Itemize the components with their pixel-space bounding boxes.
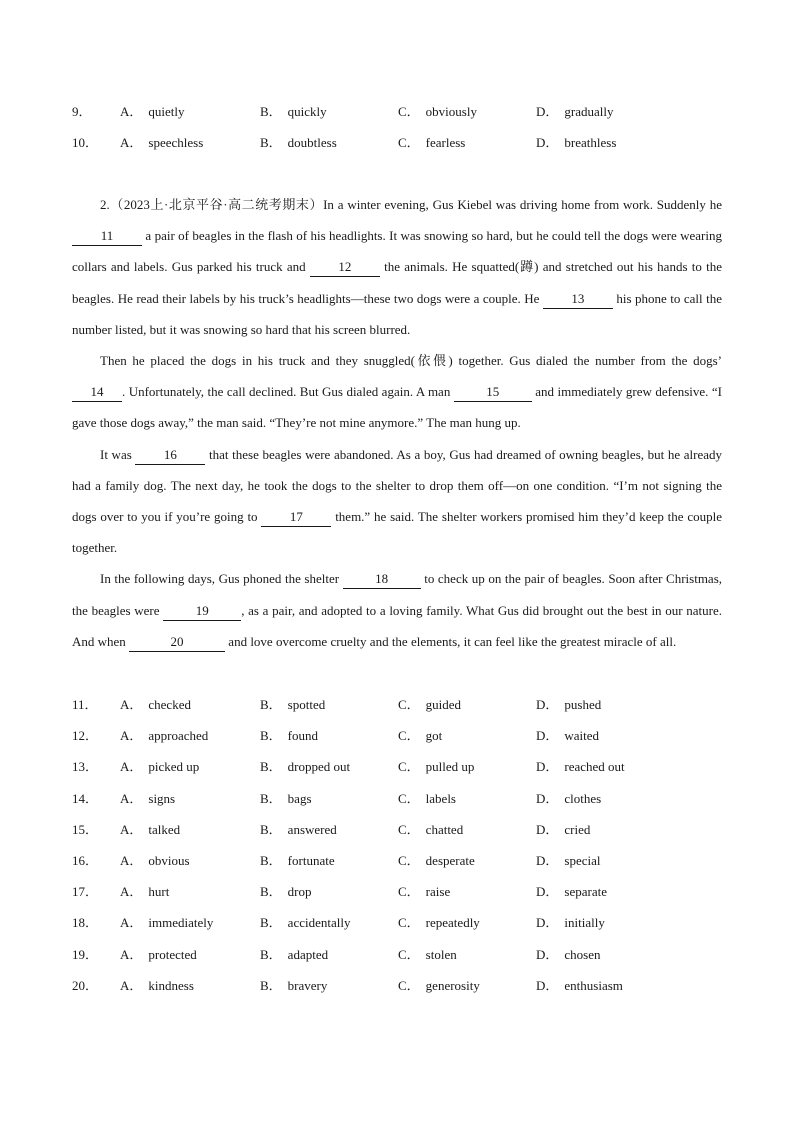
question-number: 18． [72,915,99,931]
question-number: 12． [72,728,99,744]
blank-20[interactable]: 20 [129,633,225,652]
option-b: B． dropped out [260,759,351,775]
option-c: C． stolen [398,946,457,962]
option-c: C． guided [398,697,462,713]
option-d: D． chosen [536,946,601,962]
option-b: B． answered [260,821,337,837]
question-number: 9． [72,104,92,120]
option-d: D． gradually [536,104,614,120]
question-number: 15． [72,821,99,837]
option-row [72,813,676,844]
option-b: B． bags [260,790,312,806]
blank-18[interactable]: 18 [343,570,421,589]
option-a: A． talked [120,821,181,837]
blank-19[interactable]: 19 [163,602,241,621]
option-d: D． cried [536,821,591,837]
option-row [72,719,676,750]
option-a: A． hurt [120,884,170,900]
option-a: A． picked up [120,759,200,775]
blank-17[interactable]: 17 [261,508,331,527]
blank-14[interactable]: 14 [72,383,122,402]
option-c: C． repeatedly [398,915,480,931]
option-row [72,938,676,969]
option-a: A． immediately [120,915,214,931]
option-b: B． spotted [260,697,326,713]
options-list-previous [72,95,676,157]
option-d: D． initially [536,915,605,931]
question-number: 14． [72,790,99,806]
option-b: B． bravery [260,977,328,993]
passage-paragraph-3: It was 16 that these beagles were abandoned. As a boy, Gus had dreamed of owning beagles, but he already had a family dog. The next day, he took the dogs to the shelter to drop them off—on one condition. “I’m not signing the dogs over to you if you’re going to 17 them.” he said. The shelter workers promised him they’d keep the couple together. [72,446,722,556]
option-a: A． checked [120,697,191,713]
option-row [72,782,676,813]
option-b: B． drop [260,884,312,900]
option-a: A． speechless [120,135,204,151]
option-d: D． reached out [536,759,625,775]
blank-11[interactable]: 11 [72,227,142,246]
option-row [72,969,676,1000]
option-b: B． quickly [260,104,327,120]
option-d: D． pushed [536,697,602,713]
blank-13[interactable]: 13 [543,290,613,309]
option-a: A． signs [120,790,176,806]
option-row [72,906,676,937]
passage-paragraph-2: Then he placed the dogs in his truck and they snuggled(依偎) together. Gus dialed the number from the dogs’ 14 . Unfortunately, the call declined. But Gus dialed again. A man 15 and immediately grew defensive. “I gave those dogs away,” the man said. “They’re not mine anymore.” The man hung up. [72,353,722,431]
option-d: D． breathless [536,135,617,151]
options-list [72,688,676,1000]
option-c: C． pulled up [398,759,475,775]
option-c: C． fearless [398,135,466,151]
passage-paragraph-4: In the following days, Gus phoned the shelter 18 to check up on the pair of beagles. Soon after Christmas, the beagles were 19 , as a pair, and adopted to a loving family. What Gus did brought out the best in our nature. And when 20 and love overcome cruelty and the elements, it can feel like the greatest miracle of all. [72,563,722,657]
option-b: B． fortunate [260,853,335,869]
question-source: 2.（2023上·北京平谷·高二统考期末） [100,197,324,212]
option-a: A． approached [120,728,209,744]
option-c: C． got [398,728,443,744]
option-d: D． separate [536,884,607,900]
option-c: C． chatted [398,821,464,837]
question-number: 17． [72,884,99,900]
option-a: A． obvious [120,853,190,869]
option-b: B． doubtless [260,135,337,151]
question-number: 19． [72,946,99,962]
blank-12[interactable]: 12 [310,258,380,277]
option-d: D． waited [536,728,600,744]
question-number: 11． [72,697,98,713]
option-b: B． found [260,728,319,744]
option-row [72,126,676,157]
option-row [72,844,676,875]
question-number: 10． [72,135,99,151]
option-c: C． obviously [398,104,477,120]
option-c: C． generosity [398,977,480,993]
option-a: A． quietly [120,104,185,120]
option-c: C． raise [398,884,451,900]
option-c: C． labels [398,790,456,806]
option-b: B． adapted [260,946,329,962]
blank-15[interactable]: 15 [454,383,532,402]
cloze-passage [72,189,722,657]
option-c: C． desperate [398,853,475,869]
option-d: D． enthusiasm [536,977,623,993]
blank-16[interactable]: 16 [135,446,205,465]
option-row [72,875,676,906]
question-number: 13． [72,759,99,775]
option-row [72,688,676,719]
option-d: D． special [536,853,601,869]
passage-paragraph-1: 2.（2023上·北京平谷·高二统考期末）In a winter evening, Gus Kiebel was driving home from work. Suddenly he 11 a pair of beagles in the flash of his headlights. It was snowing so hard, but he could tell the dogs were wearing collars and labels. Gus parked his truck and 12 the animals. He squatted(蹲) and stretched out his hands to the beagles. He read their labels by his truck’s headlights—these two dogs were a couple. He 13 his phone to call the number listed, but it was snowing so hard that his screen blurred. [72,197,723,337]
option-row [72,95,676,126]
option-a: A． protected [120,946,197,962]
option-row [72,750,676,781]
question-number: 20． [72,977,99,993]
option-b: B． accidentally [260,915,351,931]
option-d: D． clothes [536,790,602,806]
option-a: A． kindness [120,977,194,993]
question-number: 16． [72,853,99,869]
